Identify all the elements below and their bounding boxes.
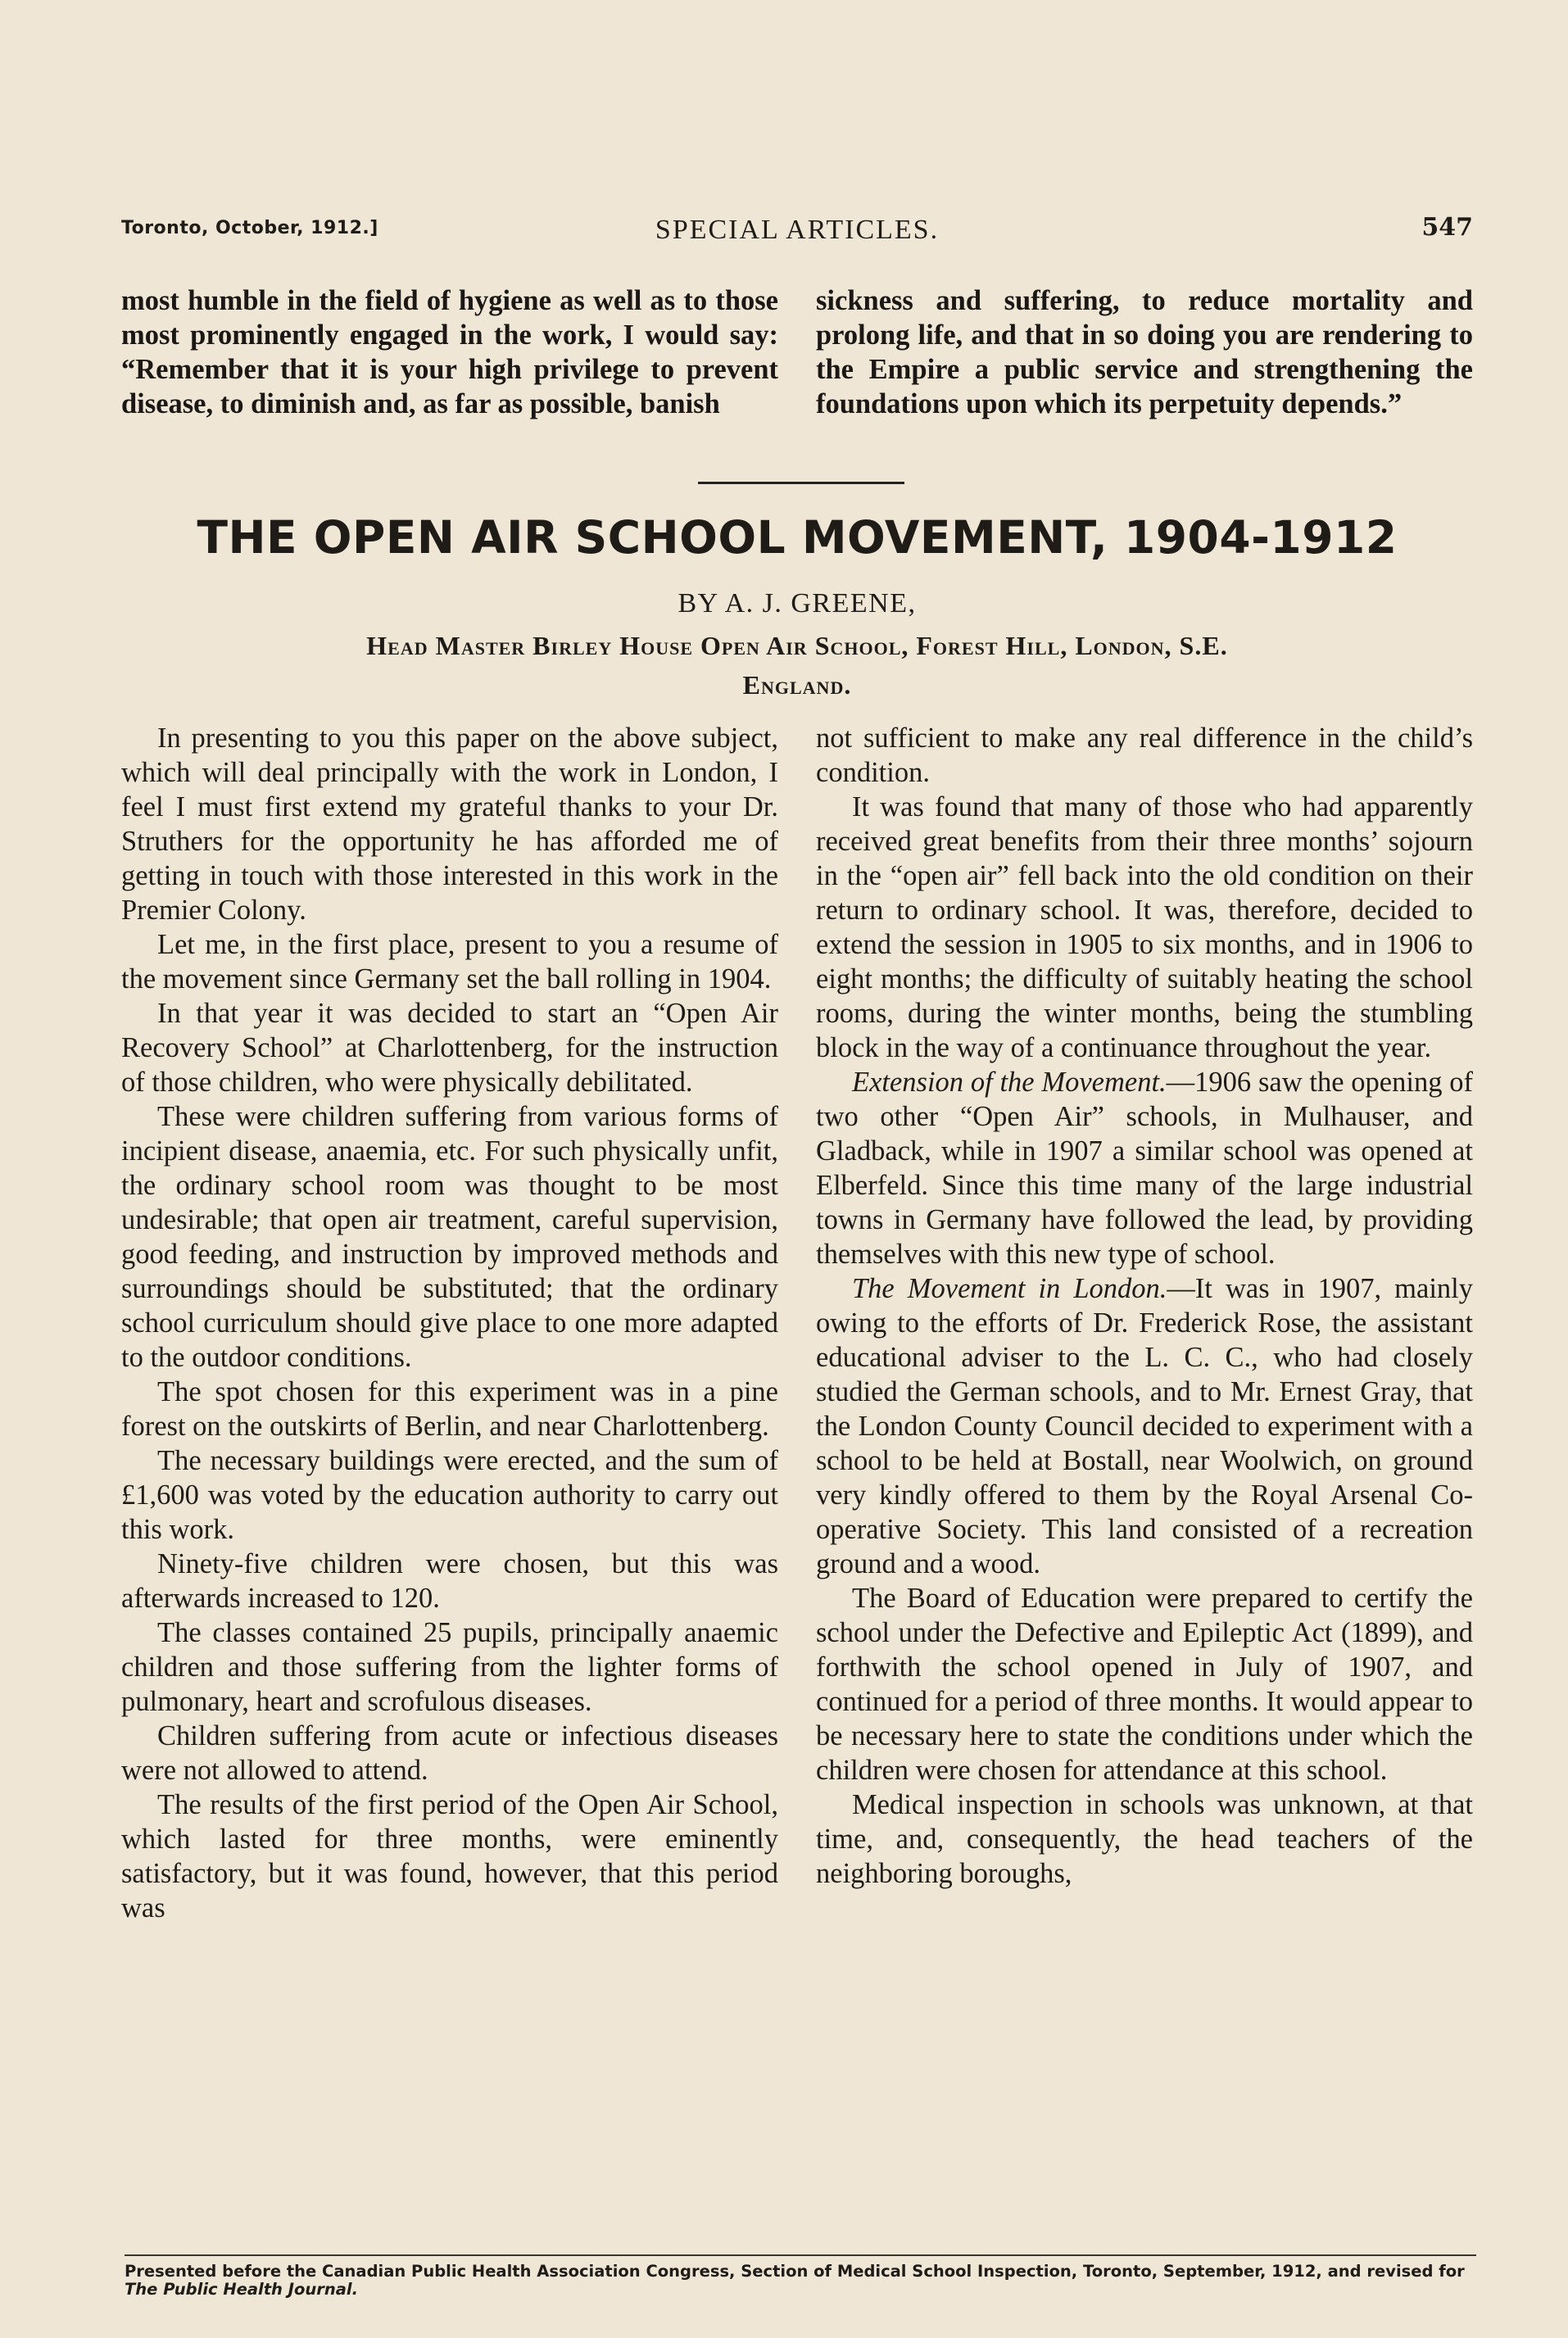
header-section: SPECIAL ARTICLES.: [655, 215, 940, 245]
paragraph: The Board of Education were prepared to certify the school under the Defective and Epileptic Act (1899), and forthwith the school opened in July of 1907, and continued for a period of three months. It would appear to be necessary here to state the conditions under which the children were chosen for attendance at this school.: [816, 1583, 1473, 1786]
section-divider: [698, 482, 904, 484]
subheading-extension: Extension of the Movement.: [852, 1067, 1167, 1098]
page-number: 547: [1421, 213, 1473, 242]
paragraph: The results of the first period of the Open Air School, which lasted for three months, were eminently satisfactory, but it was found, however, that this period was: [121, 1789, 778, 1923]
article-title: THE OPEN AIR SCHOOL MOVEMENT, 1904-1912: [197, 511, 1398, 564]
previous-article-ending: [121, 283, 1473, 464]
article-body: [121, 721, 1473, 2261]
intro-right-column: [816, 283, 1473, 421]
article-byline: BY A. J. GREENE,: [678, 588, 917, 618]
paragraph: [816, 1271, 1473, 1581]
running-header: [121, 215, 1473, 247]
subheading-london: The Movement in London.: [852, 1273, 1167, 1304]
paragraph: In presenting to you this paper on the above subject, which will deal principally with the work in London, I feel I must first extend my grateful thanks to your Dr. Struthers for the opportunity he has afforded me of getting in touch with those interested in this work in the Premier Colony.: [121, 723, 778, 926]
left-column: [121, 721, 778, 1925]
right-column: [816, 721, 1473, 1891]
intro-right-text: sickness and suffering, to reduce mortality and prolong life, and that in so doing you are rendering to the Empire a public service and strengthening the foundations upon which its perpetuity depends.”: [816, 285, 1473, 419]
intro-left-column: [121, 283, 778, 421]
paragraph: The classes contained 25 pupils, principally anaemic children and those suffering from the lighter forms of pulmonary, heart and scrofulous diseases.: [121, 1617, 778, 1717]
paragraph-text: —1906 saw the opening of two other “Open Air” schools, in Mulhauser, and Gladback, while in 1907 a similar school was opened at Elberfeld. Since this time many of the large industrial towns in Germany have followed the lead, by providing themselves with this new type of school.: [816, 1067, 1473, 1270]
paragraph-text: —It was in 1907, mainly owing to the efforts of Dr. Frederick Rose, the assistant educational adviser to the L. C. C., who had closely studied the German schools, and to Mr. Ernest Gray, that the London County Council decided to experiment with a school to be held at Bostall, near Woolwich, on ground very kindly offered to them by the Royal Arsenal Co-operative Society. This land consisted of a recreation ground and a wood.: [816, 1273, 1474, 1579]
author-country: England.: [742, 670, 852, 700]
paragraph: Let me, in the first place, present to you a resume of the movement since Germany set the ball rolling in 1904.: [121, 929, 778, 995]
author-affiliation: Head Master Birley House Open Air School, Forest Hill, London, S.E.: [366, 631, 1228, 660]
paragraph: In that year it was decided to start an “Open Air Recovery School” at Charlottenberg, for the instruction of those children, who were physically debilitated.: [121, 998, 778, 1098]
paragraph: These were children suffering from various forms of incipient disease, anaemia, etc. For such physically unfit, the ordinary school room was thought to be most undesirable; that open air treatment, careful supervision, good feeding, and instruction by improved methods and surroundings should be substituted; that the ordinary school curriculum should give place to one more adapted to the outdoor conditions.: [121, 1101, 778, 1373]
paragraph: Medical inspection in schools was unknown, at that time, and, consequently, the head teachers of the neighboring boroughs,: [816, 1789, 1473, 1889]
footnote: [125, 2254, 1476, 2299]
paragraph: The spot chosen for this experiment was in a pine forest on the outskirts of Berlin, and near Charlottenberg.: [121, 1376, 778, 1442]
paragraph: The necessary buildings were erected, and the sum of £1,600 was voted by the education authority to carry out this work.: [121, 1445, 778, 1545]
paragraph-continued: not sufficient to make any real difference in the child’s condition.: [816, 723, 1473, 788]
header-issue: Toronto, October, 1912.]: [121, 218, 378, 238]
paragraph: Ninety-five children were chosen, but this was afterwards increased to 120.: [121, 1548, 778, 1614]
paragraph: Children suffering from acute or infectious diseases were not allowed to attend.: [121, 1720, 778, 1786]
footnote-text: Presented before the Canadian Public Health Association Congress, Section of Medical School Inspection, Toronto, September, 1912, and revised for: [125, 2262, 1465, 2281]
paragraph: It was found that many of those who had apparently received great benefits from their three months’ sojourn in the “open air” fell back into the old condition on their return to ordinary school. It was, therefore, decided to extend the session in 1905 to six months, and in 1906 to eight months; the difficulty of suitably heating the school rooms, during the winter months, being the stumbling block in the way of a continuance throughout the year.: [816, 791, 1473, 1063]
footnote-journal: The Public Health Journal.: [125, 2280, 359, 2299]
intro-left-text: most humble in the field of hygiene as well as to those most prominently engaged in the work, I would say: “Remember that it is your high privilege to prevent disease, to diminish and, as far as possible, banish: [121, 285, 778, 419]
paragraph: [816, 1065, 1473, 1271]
